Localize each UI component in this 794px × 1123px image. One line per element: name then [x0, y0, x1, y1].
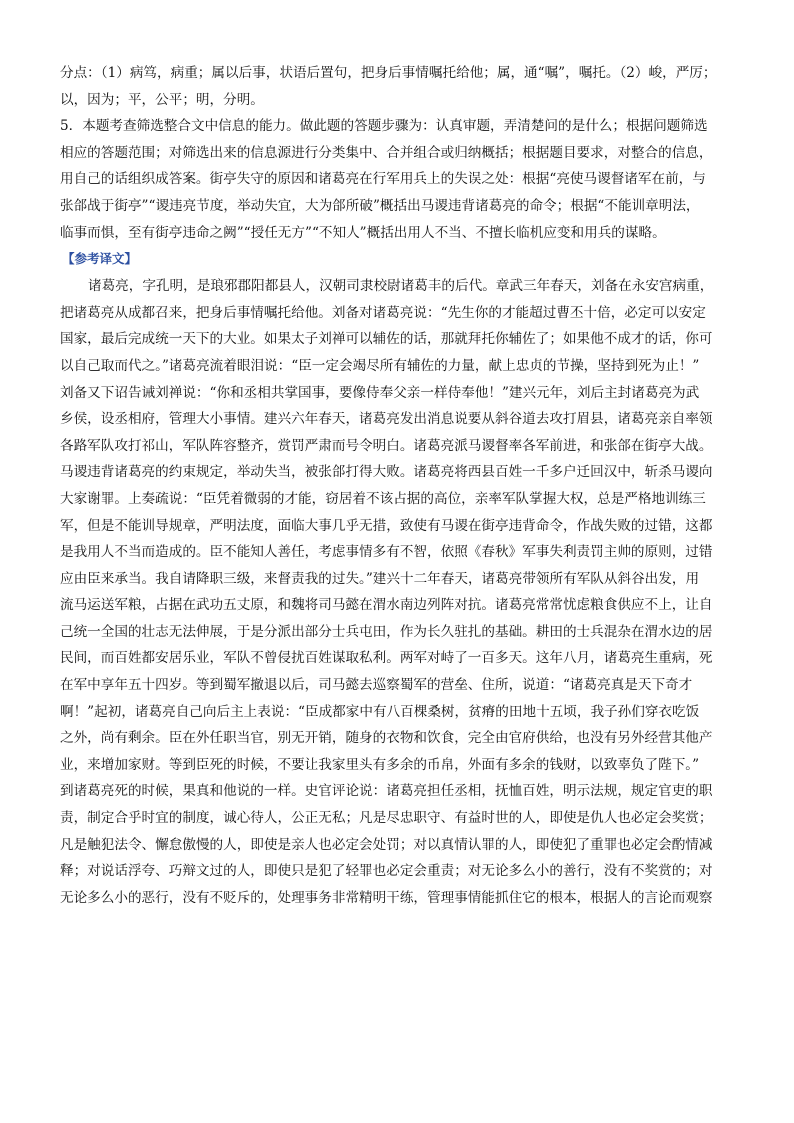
text-line: 把诸葛亮从成都召来，把身后事情嘱托给他。刘备对诸葛亮说：“先生你的才能超过曹丕十倍，必定可以安定	[60, 304, 706, 321]
text-line: 以，因为；平，公平；明，分明。	[60, 91, 264, 108]
text-line: 国家，最后完成统一天下的大业。如果太子刘禅可以辅佐的话，那就拜托你辅佐了；如果他不成才的话，你可	[60, 331, 713, 348]
text-line: 张郃战于街亭”“谡违亮节度，举动失宜，大为郃所破”概括出马谡违背诸葛亮的命令；根据“不能训章明法，	[60, 197, 700, 214]
text-line: 军，但是不能训导规章，严明法度，面临大事几乎无措，致使有马谡在街亭违背命令，作战失败的过错，这都	[60, 517, 713, 534]
section-label: 【参考译文】	[62, 251, 138, 267]
text-line: 大家谢罪。上奏疏说：“臣凭着微弱的才能，窃居着不该占据的高位，亲率军队掌握大权，总是严格地训练三	[60, 490, 706, 507]
text-line: 以自己取而代之。”诸葛亮流着眼泪说：“臣一定会竭尽所有辅佐的力量，献上忠贞的节操，坚持到死为止！”	[60, 357, 700, 374]
text-line: 相应的答题范围；对筛选出来的信息源进行分类集中、合并组合或归纳概括；根据题目要求，对整合的信息，	[60, 144, 713, 161]
text-line: 各路军队攻打祁山，军队阵容整齐，赏罚严肃而号令明白。诸葛亮派马谡督率各军前进，和张郃在街亭大战。	[60, 437, 713, 454]
text-line: 是我用人不当而造成的。臣不能知人善任，考虑事情多有不智，依照《春秋》军事失利责罚主帅的原则，过错	[60, 544, 713, 561]
text-line: 流马运送军粮，占据在武功五丈原，和魏将司马懿在渭水南边列阵对抗。诸葛亮常常忧虑粮食供应不上，让自	[60, 597, 713, 614]
text-line: 无论多么小的恶行，没有不贬斥的，处理事务非常精明干练，管理事情能抓住它的根本，根据人的言论而观察	[60, 889, 713, 906]
text-line: 5．本题考查筛选整合文中信息的能力。做此题的答题步骤为：认真审题，弄清楚问的是什么；根据问题筛选	[60, 118, 708, 135]
reference-translation-section	[60, 273, 738, 911]
text-line: 应由臣来承当。我自请降职三级，来督责我的过失。”建兴十二年春天，诸葛亮带领所有军队从斜谷出发，用	[60, 570, 700, 587]
text-line: 马谡违背诸葛亮的约束规定，举动失当，被张郃打得大败。诸葛亮将西县百姓一千多户迁回汉中，斩杀马谡向	[60, 464, 713, 481]
text-line: 临事而惧，至有街亭违命之阙”“授任无方”“不知人”概括出用人不当、不擅长临机应变和用兵的谋略。	[60, 224, 666, 241]
text-line: 啊！”起初，诸葛亮自己向后主上表说：“臣成都家中有八百棵桑树，贫瘠的田地十五顷，我子孙们穿衣吃饭	[60, 703, 700, 720]
text-line: 诸葛亮，字孔明，是琅邪郡阳都县人，汉朝司隶校尉诸葛丰的后代。章武三年春天，刘备在永安宫病重，	[88, 278, 714, 295]
text-line: 之外，尚有剩余。臣在外任职当官，别无开销，随身的衣物和饮食，完全由官府供给，也没有另外经营其他产	[60, 730, 713, 747]
text-line: 用自己的话组织成答案。街亭失守的原因和诸葛亮在行军用兵上的失误之处：根据“亮使马谡督诸军在前，与	[60, 171, 706, 188]
text-line: 分点：（1）病笃，病重；属以后事，状语后置句，把身后事情嘱托给他；属，通“嘱”，嘱托。（2）峻，严厉；	[60, 65, 717, 81]
text-line: 乡侯，设丞相府，管理大小事情。建兴六年春天，诸葛亮发出消息说要从斜谷道去攻打眉县，诸葛亮亲自率领	[60, 411, 713, 428]
text-line: 释；对说话浮夸、巧辩文过的人，即使只是犯了轻罪也必定会重责；对无论多么小的善行，没有不奖赏的；对	[60, 863, 713, 880]
text-line: 责，制定合乎时宜的制度，诚心待人，公正无私；凡是尽忠职守、有益时世的人，即使是仇人也必定会奖赏；	[60, 810, 713, 827]
text-line: 刘备又下诏告诫刘禅说：“你和丞相共掌国事，要像侍奉父亲一样侍奉他！”建兴元年，刘后主封诸葛亮为武	[60, 384, 700, 401]
text-line: 在军中享年五十四岁。等到蜀军撤退以后，司马懿去巡察蜀军的营垒、住所，说道：“诸葛亮真是天下奇才	[60, 677, 693, 694]
text-line: 民间，而百姓都安居乐业，军队不曾侵扰百姓谋取私利。两军对峙了一百多天。这年八月，诸葛亮生重病，死	[60, 650, 713, 667]
answer-analysis-section	[60, 60, 738, 246]
text-line: 业，来增加家财。等到臣死的时候，不要让我家里头有多余的币帛，外面有多余的钱财，以致辜负了陛下。”	[60, 756, 700, 773]
text-line: 己统一全国的壮志无法伸展，于是分派出部分士兵屯田，作为长久驻扎的基础。耕田的士兵混杂在渭水边的居	[60, 623, 713, 640]
text-line: 凡是触犯法令、懈怠傲慢的人，即使是亲人也必定会处罚；对以真情认罪的人，即使犯了重罪也必定会酌情减	[60, 836, 713, 853]
text-line: 到诸葛亮死的时候，果真和他说的一样。史官评论说：诸葛亮担任丞相，抚恤百姓，明示法规，规定官吏的职	[60, 783, 713, 800]
reference-translation-label	[60, 246, 738, 273]
